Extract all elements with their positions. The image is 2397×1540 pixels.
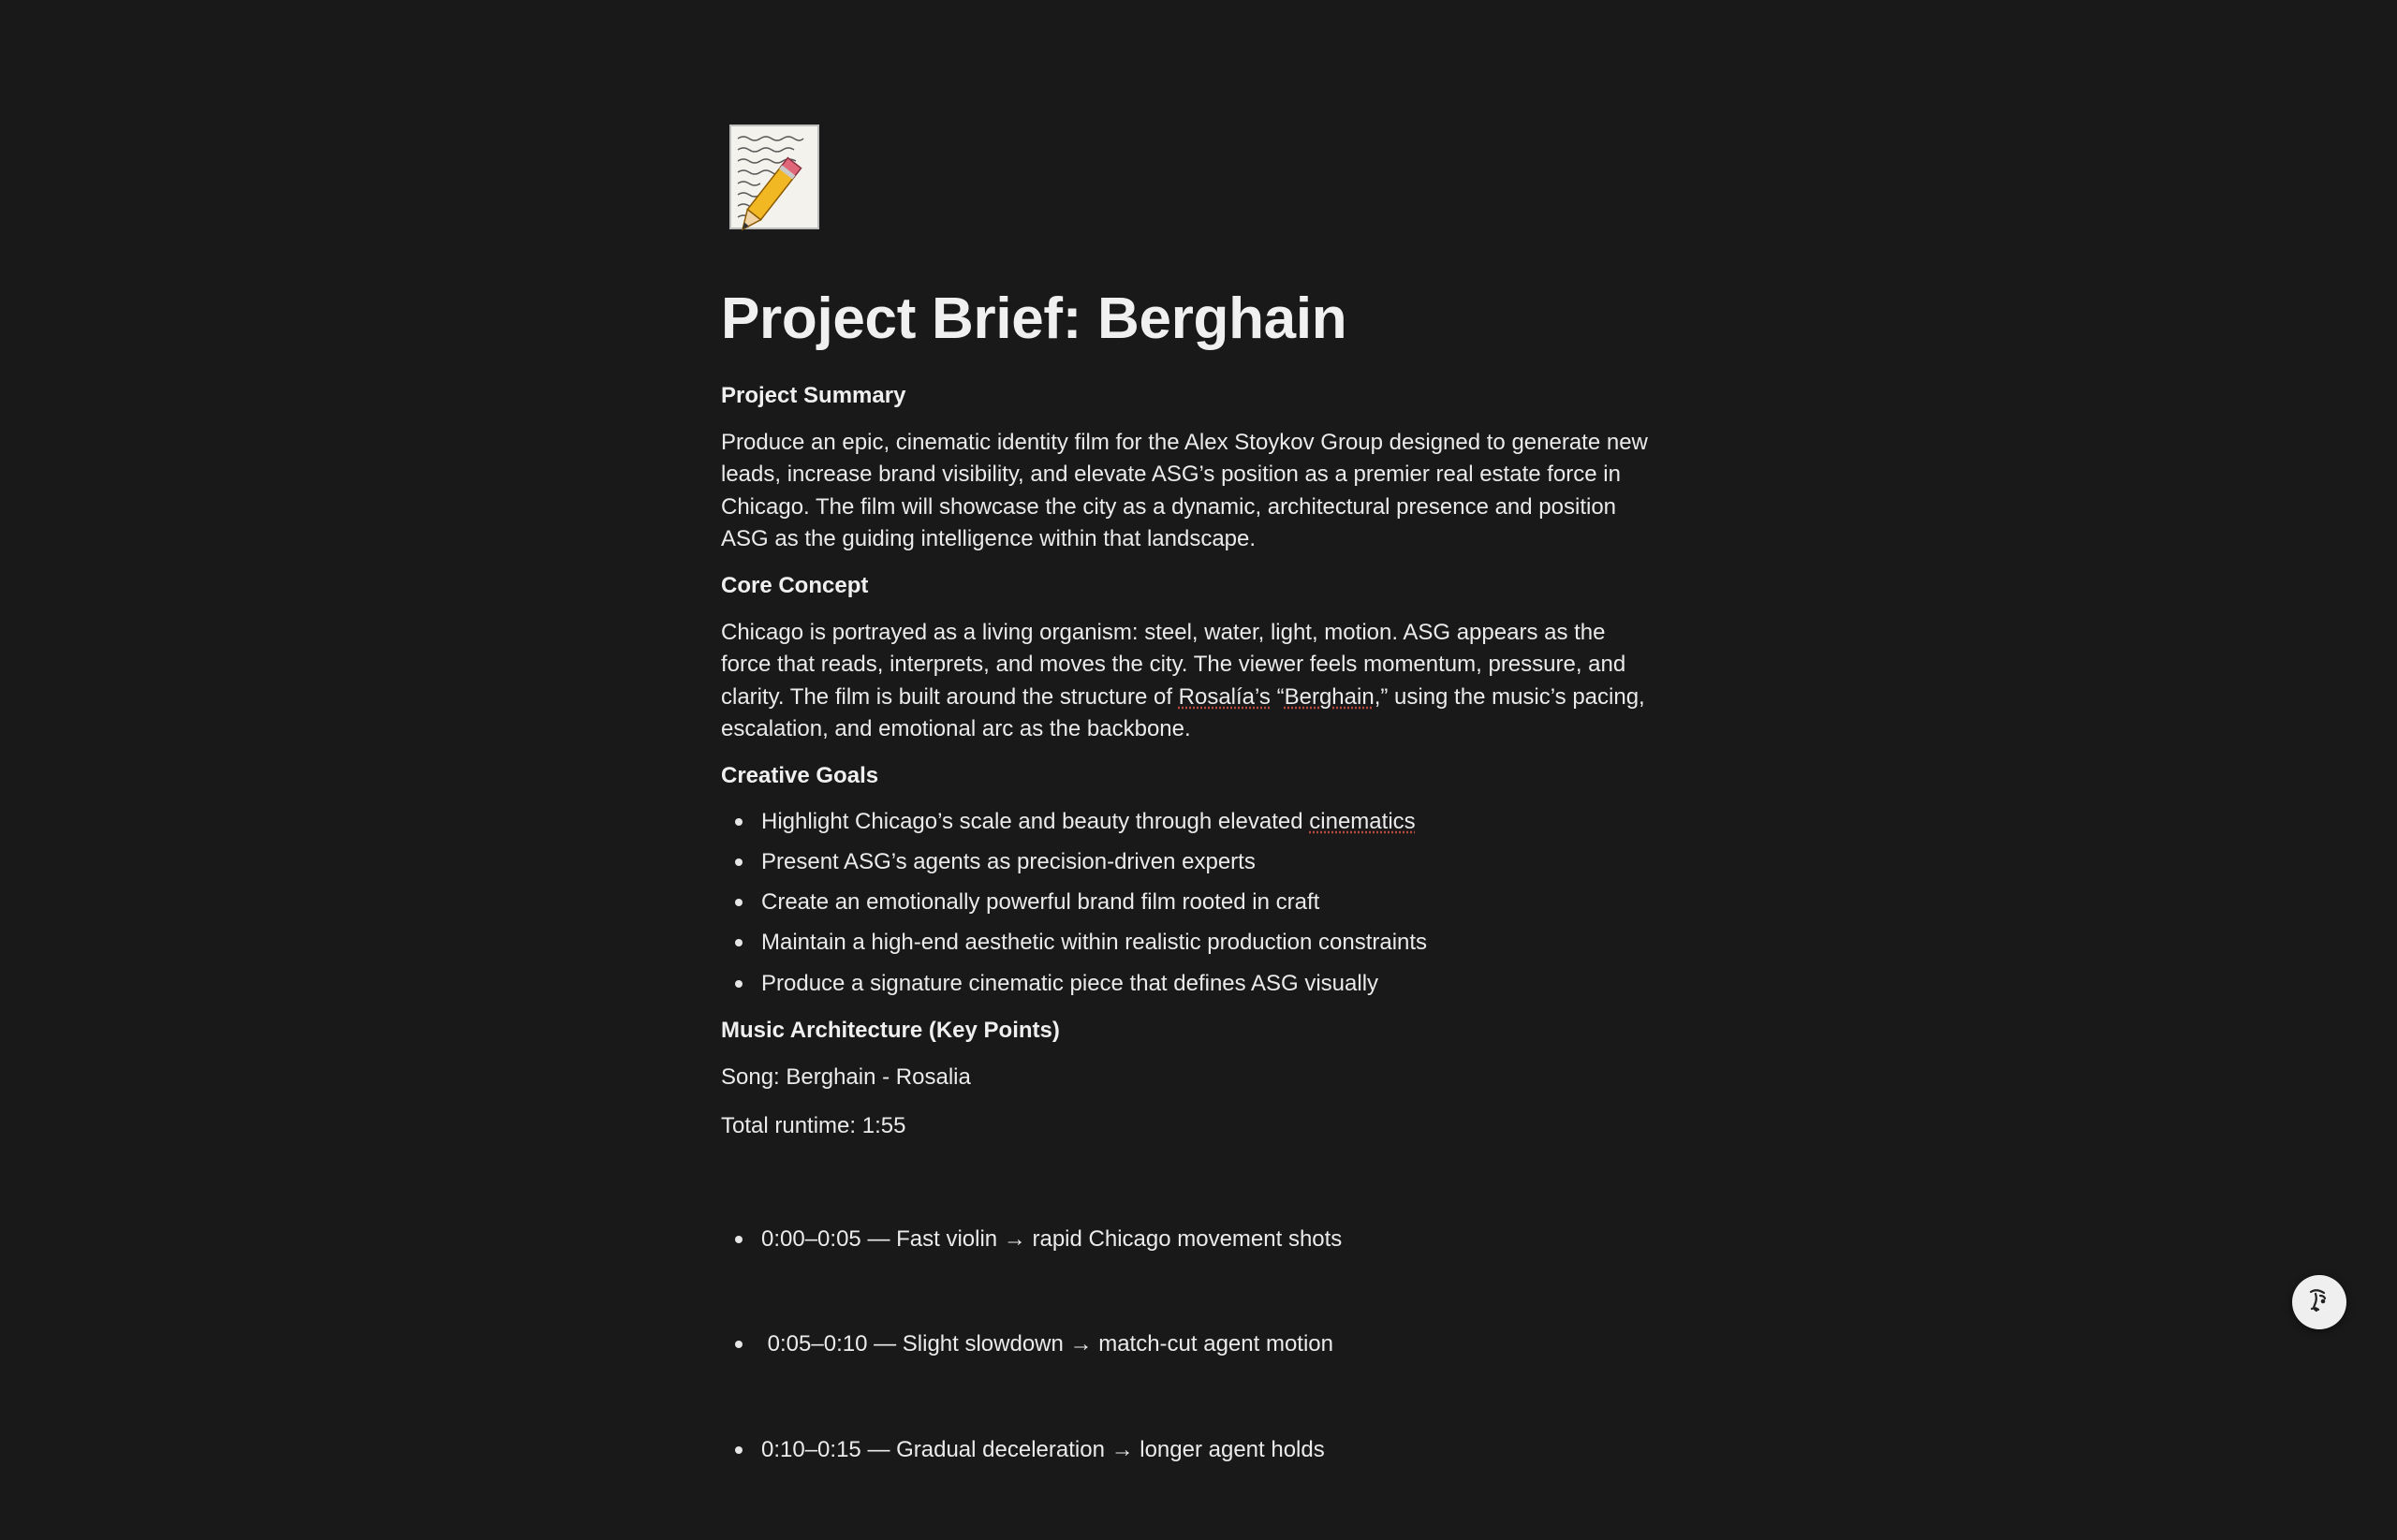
memo-with-pencil-icon[interactable]	[728, 124, 826, 234]
music-beats-list	[721, 1151, 1657, 1540]
list-item: Produce a signature cinematic piece that defines ASG visually	[721, 963, 1657, 1004]
list-item: Create an emotionally powerful brand film rooted in craft	[721, 882, 1657, 922]
goals-list	[721, 799, 1657, 1009]
list-item: 0:00–0:05 — Fast violin → rapid Chicago movement shots	[721, 1219, 1657, 1259]
section-heading-concept: Core Concept	[721, 572, 869, 598]
quote-open: “	[1270, 683, 1285, 710]
ai-assistant-face-icon	[2303, 1284, 2335, 1321]
runtime-line: Total runtime: 1:55	[721, 1113, 906, 1139]
summary-paragraph: Produce an epic, cinematic identity film for the Alex Stoykov Group designed to generate new leads, increase brand visibility, and elevate ASG’s position as a premier real estate force in Chicago. The film will showcase the city as a dynamic, architectural presence and position ASG as the guiding intelligence within that landscape.	[721, 429, 1648, 552]
concept-text-part1: Chicago is portrayed as a living organism: steel, water, light, motion. ASG appears as the force that reads, interprets, and moves the city. The viewer feels momentum, pressure, and clarity. The film is built around the structure of	[721, 619, 1626, 710]
list-item: 0:10–0:15 — Gradual deceleration → longer agent holds	[721, 1430, 1657, 1470]
ai-assistant-button[interactable]	[2292, 1275, 2346, 1329]
concept-text-part2: ,” using the music’s pacing, escalation, and emotional arc as the backbone.	[721, 683, 1645, 742]
goal-text: Highlight Chicago’s scale and beauty through elevated	[761, 808, 1310, 834]
song-line: Song: Berghain - Rosalia	[721, 1063, 971, 1090]
spellcheck-word-cinematics[interactable]: cinematics	[1309, 808, 1416, 834]
list-item: Present ASG’s agents as precision-driven experts	[721, 842, 1657, 882]
list-item: 0:05–0:10 — Slight slowdown → match-cut agent motion	[721, 1324, 1657, 1364]
list-item: Maintain a high-end aesthetic within realistic production constraints	[721, 922, 1657, 962]
page-title: Project Brief: Berghain	[721, 286, 1347, 351]
list-item	[721, 801, 1657, 842]
section-heading-summary: Project Summary	[721, 383, 906, 408]
section-heading-music: Music Architecture (Key Points)	[721, 1018, 1060, 1044]
spellcheck-word-song[interactable]: Berghain	[1284, 683, 1375, 710]
section-heading-goals: Creative Goals	[721, 762, 879, 788]
spellcheck-word-artist[interactable]: Rosalía’s	[1178, 683, 1271, 710]
document-body	[721, 374, 1657, 1540]
concept-paragraph	[721, 609, 1657, 755]
